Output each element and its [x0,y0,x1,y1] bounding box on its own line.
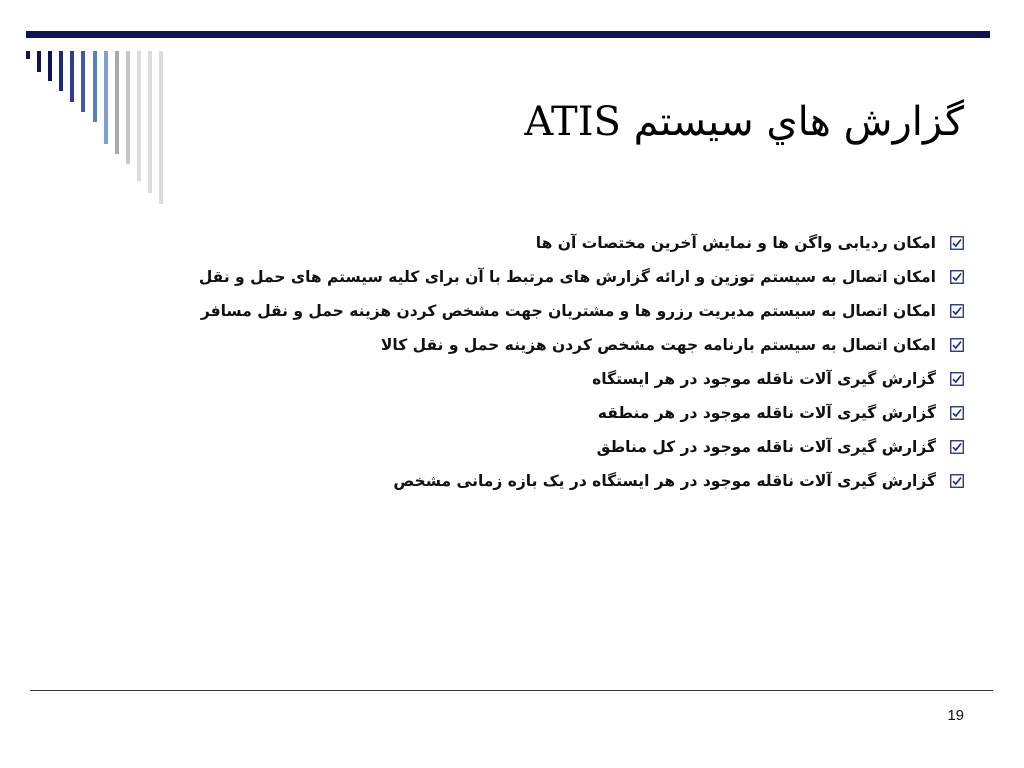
slide-title: گزارش هاي سيستم ATIS [524,99,964,145]
checkbox-checked-icon [950,474,964,488]
deco-bar [59,51,63,91]
list-item [199,464,964,498]
deco-bar [126,51,130,164]
list-item [199,328,964,362]
checkbox-checked-icon [950,304,964,318]
deco-bar [137,51,141,181]
deco-bar [148,51,152,193]
bullet-text: امکان اتصال به سیستم بارنامه جهت مشخص کردن هزینه حمل و نقل کالا [380,336,936,354]
deco-bar [37,51,41,72]
deco-bar [93,51,97,122]
deco-bar [115,51,119,154]
deco-bar [159,51,163,204]
deco-bar [104,51,108,144]
bottom-rule [30,690,993,691]
checkbox-checked-icon [950,406,964,420]
decorative-bars [0,0,180,210]
list-item [199,396,964,430]
list-item [199,260,964,294]
deco-bar [70,51,74,102]
checkbox-checked-icon [950,440,964,454]
bullet-list [199,226,964,498]
checkbox-checked-icon [950,338,964,352]
bullet-text: گزارش گیری آلات ناقله موجود در هر ایستگاه در یک بازه زمانی مشخص [393,472,936,490]
page-number: 19 [947,707,964,724]
list-item [199,430,964,464]
bullet-text: گزارش گیری آلات ناقله موجود در هر ایستگاه [592,370,936,388]
list-item [199,226,964,260]
list-item [199,362,964,396]
bullet-text: امکان ردیابی واگن ها و نمایش آخرین مختصات آن ها [535,234,936,252]
bullet-text: امکان اتصال به سیستم مدیریت رزرو ها و مشتریان جهت مشخص کردن هزینه حمل و نقل مسافر [200,302,936,320]
checkbox-checked-icon [950,372,964,386]
list-item [199,294,964,328]
bullet-text: امکان اتصال به سیستم توزین و ارائه گزارش های مرتبط با آن برای کلیه سیستم های حمل و نقل [198,268,936,286]
bullet-text: گزارش گیری آلات ناقله موجود در هر منطقه [597,404,936,422]
deco-bar [48,51,52,81]
deco-bar [26,51,30,59]
deco-bar [81,51,85,112]
checkbox-checked-icon [950,270,964,284]
bullet-text: گزارش گیری آلات ناقله موجود در کل مناطق [596,438,936,456]
checkbox-checked-icon [950,236,964,250]
